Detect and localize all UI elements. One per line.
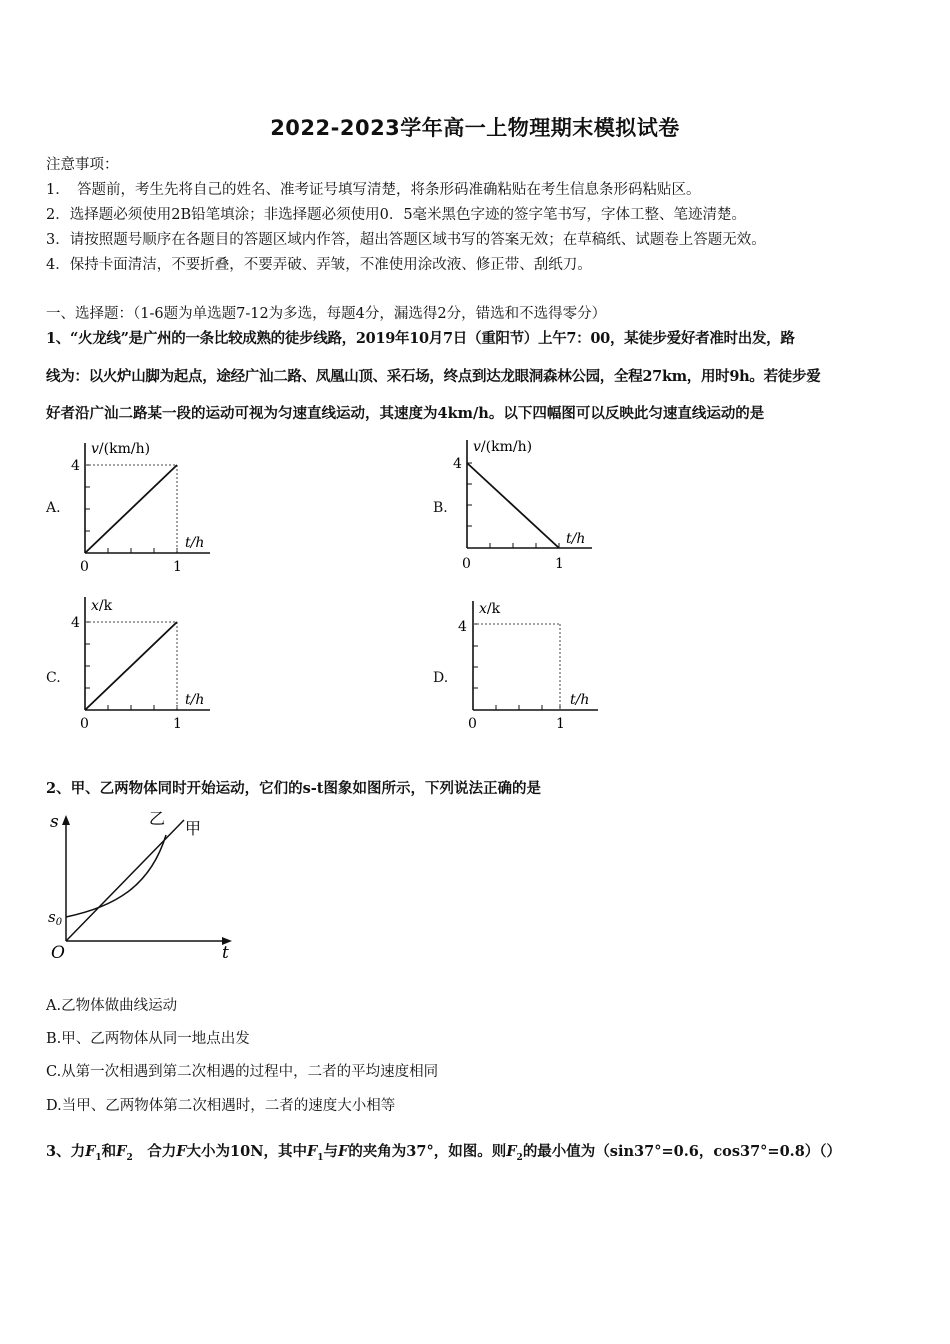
q1-graph-a-ytick: 4 <box>71 458 80 474</box>
q2-option-a: A.乙物体做曲线运动 <box>46 998 178 1014</box>
q1-graph-b <box>442 435 612 580</box>
notice-heading: 注意事项： <box>46 157 119 173</box>
q2-option-b: B.甲、乙两物体从同一地点出发 <box>46 1031 250 1047</box>
q1-option-b-label: B. <box>433 500 448 516</box>
q1-graph-a <box>60 435 230 580</box>
q2-option-c: C.从第一次相遇到第二次相遇的过程中，二者的平均速度相同 <box>46 1064 439 1080</box>
q1-graph-d-xlabel: t/h <box>570 692 590 708</box>
notice-item-1: 1． 答题前，考生先将自己的姓名、准考证号填写清楚，将条形码准确粘贴在考生信息条形码粘贴区。 <box>46 182 701 198</box>
q1-option-c-label: C. <box>46 670 61 686</box>
q1-graph-c-xlabel: t/h <box>185 692 205 708</box>
q1-graph-c-ylabel: x/k <box>91 598 113 614</box>
notice-item-3: 3．请按照题号顺序在各题目的答题区域内作答，超出答题区域书写的答案无效；在草稿纸、试题卷上答题无效。 <box>46 232 766 248</box>
q2-axis-s: s <box>50 812 59 832</box>
q1-graph-a-xtick: 1 <box>173 559 182 575</box>
q2-option-d: D.当甲、乙两物体第二次相遇时，二者的速度大小相等 <box>46 1098 396 1114</box>
q1-option-a-label: A. <box>46 500 61 516</box>
q1-graph-d-ytick: 4 <box>458 619 467 635</box>
q2-label-jia: 甲 <box>185 819 202 838</box>
q2-st-graph <box>44 805 244 965</box>
q1-graph-a-xlabel: t/h <box>185 535 205 551</box>
q1-graph-d <box>448 596 618 741</box>
section-heading: 一、选择题：（1-6题为单选题7-12为多选，每题4分，漏选得2分，错选和不选得零分） <box>46 306 607 322</box>
q1-graph-c-ytick: 4 <box>71 615 80 631</box>
q1-graph-a-origin: 0 <box>80 559 89 575</box>
q1-stem-line-2: 线为：以火炉山脚为起点，途经广汕二路、凤凰山顶、采石场，终点到达龙眼洞森林公园，全程27km，用时9h。若徒步爱 <box>46 368 821 385</box>
q1-graph-a-ylabel: v/(km/h) <box>91 441 151 457</box>
q2-axis-t: t <box>222 943 229 963</box>
notice-item-4: 4．保持卡面清洁，不要折叠，不要弄破、弄皱，不准使用涂改液、修正带、刮纸刀。 <box>46 257 592 273</box>
q2-s0-label: $s_0$ <box>48 908 63 928</box>
q2-stem: 2、甲、乙两物体同时开始运动，它们的s-t图象如图所示，下列说法正确的是 <box>46 780 541 797</box>
notice-item-2: 2．选择题必须使用2B铅笔填涂；非选择题必须使用0．5毫米黑色字迹的签字笔书写，字体工整、笔迹清楚。 <box>46 207 747 223</box>
q1-graph-d-origin: 0 <box>468 716 477 732</box>
q1-graph-b-ytick: 4 <box>453 456 462 472</box>
q2-label-yi: 乙 <box>149 809 166 828</box>
q1-stem-line-1: 1、“火龙线”是广州的一条比较成熟的徒步线路，2019年10月7日（重阳节）上午7：00，某徒步爱好者准时出发，路 <box>46 330 795 347</box>
q1-graph-c <box>60 592 230 737</box>
q1-graph-b-ylabel: v/(km/h) <box>473 439 533 455</box>
q1-graph-b-xtick: 1 <box>555 556 564 572</box>
q1-graph-b-xlabel: t/h <box>566 531 586 547</box>
page-title: 2022-2023学年高一上物理期末模拟试卷 <box>270 116 680 140</box>
q1-graph-b-origin: 0 <box>462 556 471 572</box>
q1-graph-d-xtick: 1 <box>556 716 565 732</box>
q1-option-d-label: D. <box>433 670 449 686</box>
q2-origin: O <box>51 943 65 963</box>
q3-stem: 3、力$F_1$和$F_2$ 合力F大小为10N，其中$F_1$与F的夹角为37°，如图。则$F_2$的最小值为（sin37°=0.6，cos37°=0.8）（） <box>46 1143 842 1163</box>
q1-graph-c-xtick: 1 <box>173 716 182 732</box>
q1-graph-d-ylabel: x/k <box>479 601 501 617</box>
q1-graph-c-origin: 0 <box>80 716 89 732</box>
q1-stem-line-3: 好者沿广汕二路某一段的运动可视为匀速直线运动，其速度为4km/h。以下四幅图可以反映此匀速直线运动的是 <box>46 405 765 422</box>
